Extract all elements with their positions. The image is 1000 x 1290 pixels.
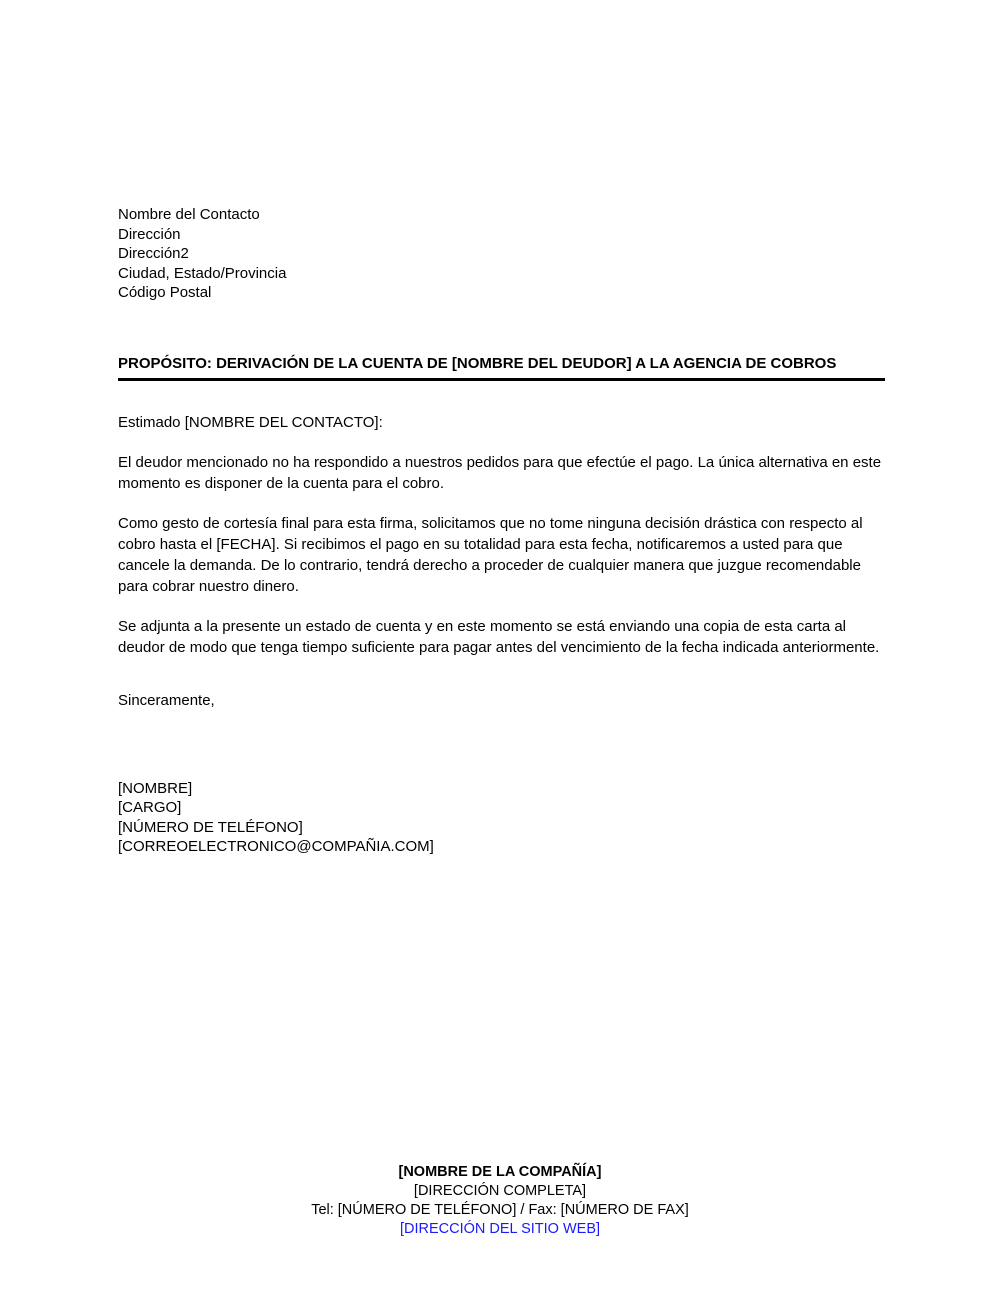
recipient-address-line: Ciudad, Estado/Provincia: [118, 264, 287, 282]
signature-phone: [NÚMERO DE TELÉFONO]: [118, 818, 303, 836]
subject-heading: PROPÓSITO: DERIVACIÓN DE LA CUENTA DE [NOMBRE DEL DEUDOR] A LA AGENCIA DE COBROS: [118, 353, 885, 381]
recipient-address-line: Código Postal: [118, 284, 212, 301]
recipient-address-line: Nombre del Contacto: [118, 206, 260, 223]
signature-name: [NOMBRE]: [118, 779, 193, 797]
signature-email: [CORREOELECTRONICO@COMPAÑIA.COM]: [118, 838, 434, 855]
body-paragraph: Se adjunta a la presente un estado de cuenta y en este momento se está enviando una copia de esta carta al deudor de modo que tenga tiempo suficiente para pagar antes del vencimiento de la fecha indicada anteriormente.: [118, 617, 880, 656]
closing-line: Sinceramente,: [118, 691, 215, 709]
footer-contact: Tel: [NÚMERO DE TELÉFONO] / Fax: [NÚMERO DE FAX]: [311, 1202, 689, 1218]
recipient-address-block: [118, 205, 885, 303]
body-paragraph: Como gesto de cortesía final para esta firma, solicitamos que no tome ninguna decisión drástica con respecto al cobro hasta el [FECHA]. Si recibimos el pago en su totalidad para esta fecha, notificaremos a usted para que cancele la demanda. De lo contrario, tendrá derecho a proceder de cualquier manera que juzgue recomendable para cobrar nuestro dinero.: [118, 514, 863, 595]
body-paragraph: El deudor mencionado no ha respondido a nuestros pedidos para que efectúe el pago. La única alternativa en este momento es disponer de la cuenta para el cobro.: [118, 453, 882, 492]
recipient-address-line: Dirección2: [118, 245, 189, 262]
footer-address: [DIRECCIÓN COMPLETA]: [413, 1183, 587, 1199]
page-footer: [0, 1163, 1000, 1239]
footer-company-name: [NOMBRE DE LA COMPAÑÍA]: [398, 1164, 602, 1180]
recipient-address-line: Dirección: [118, 225, 181, 243]
signature-title: [CARGO]: [118, 799, 182, 816]
signature-block: [118, 779, 885, 857]
footer-website-link[interactable]: [DIRECCIÓN DEL SITIO WEB]: [399, 1221, 601, 1237]
letter-body: [118, 205, 885, 857]
salutation: Estimado [NOMBRE DEL CONTACTO]:: [118, 413, 383, 431]
